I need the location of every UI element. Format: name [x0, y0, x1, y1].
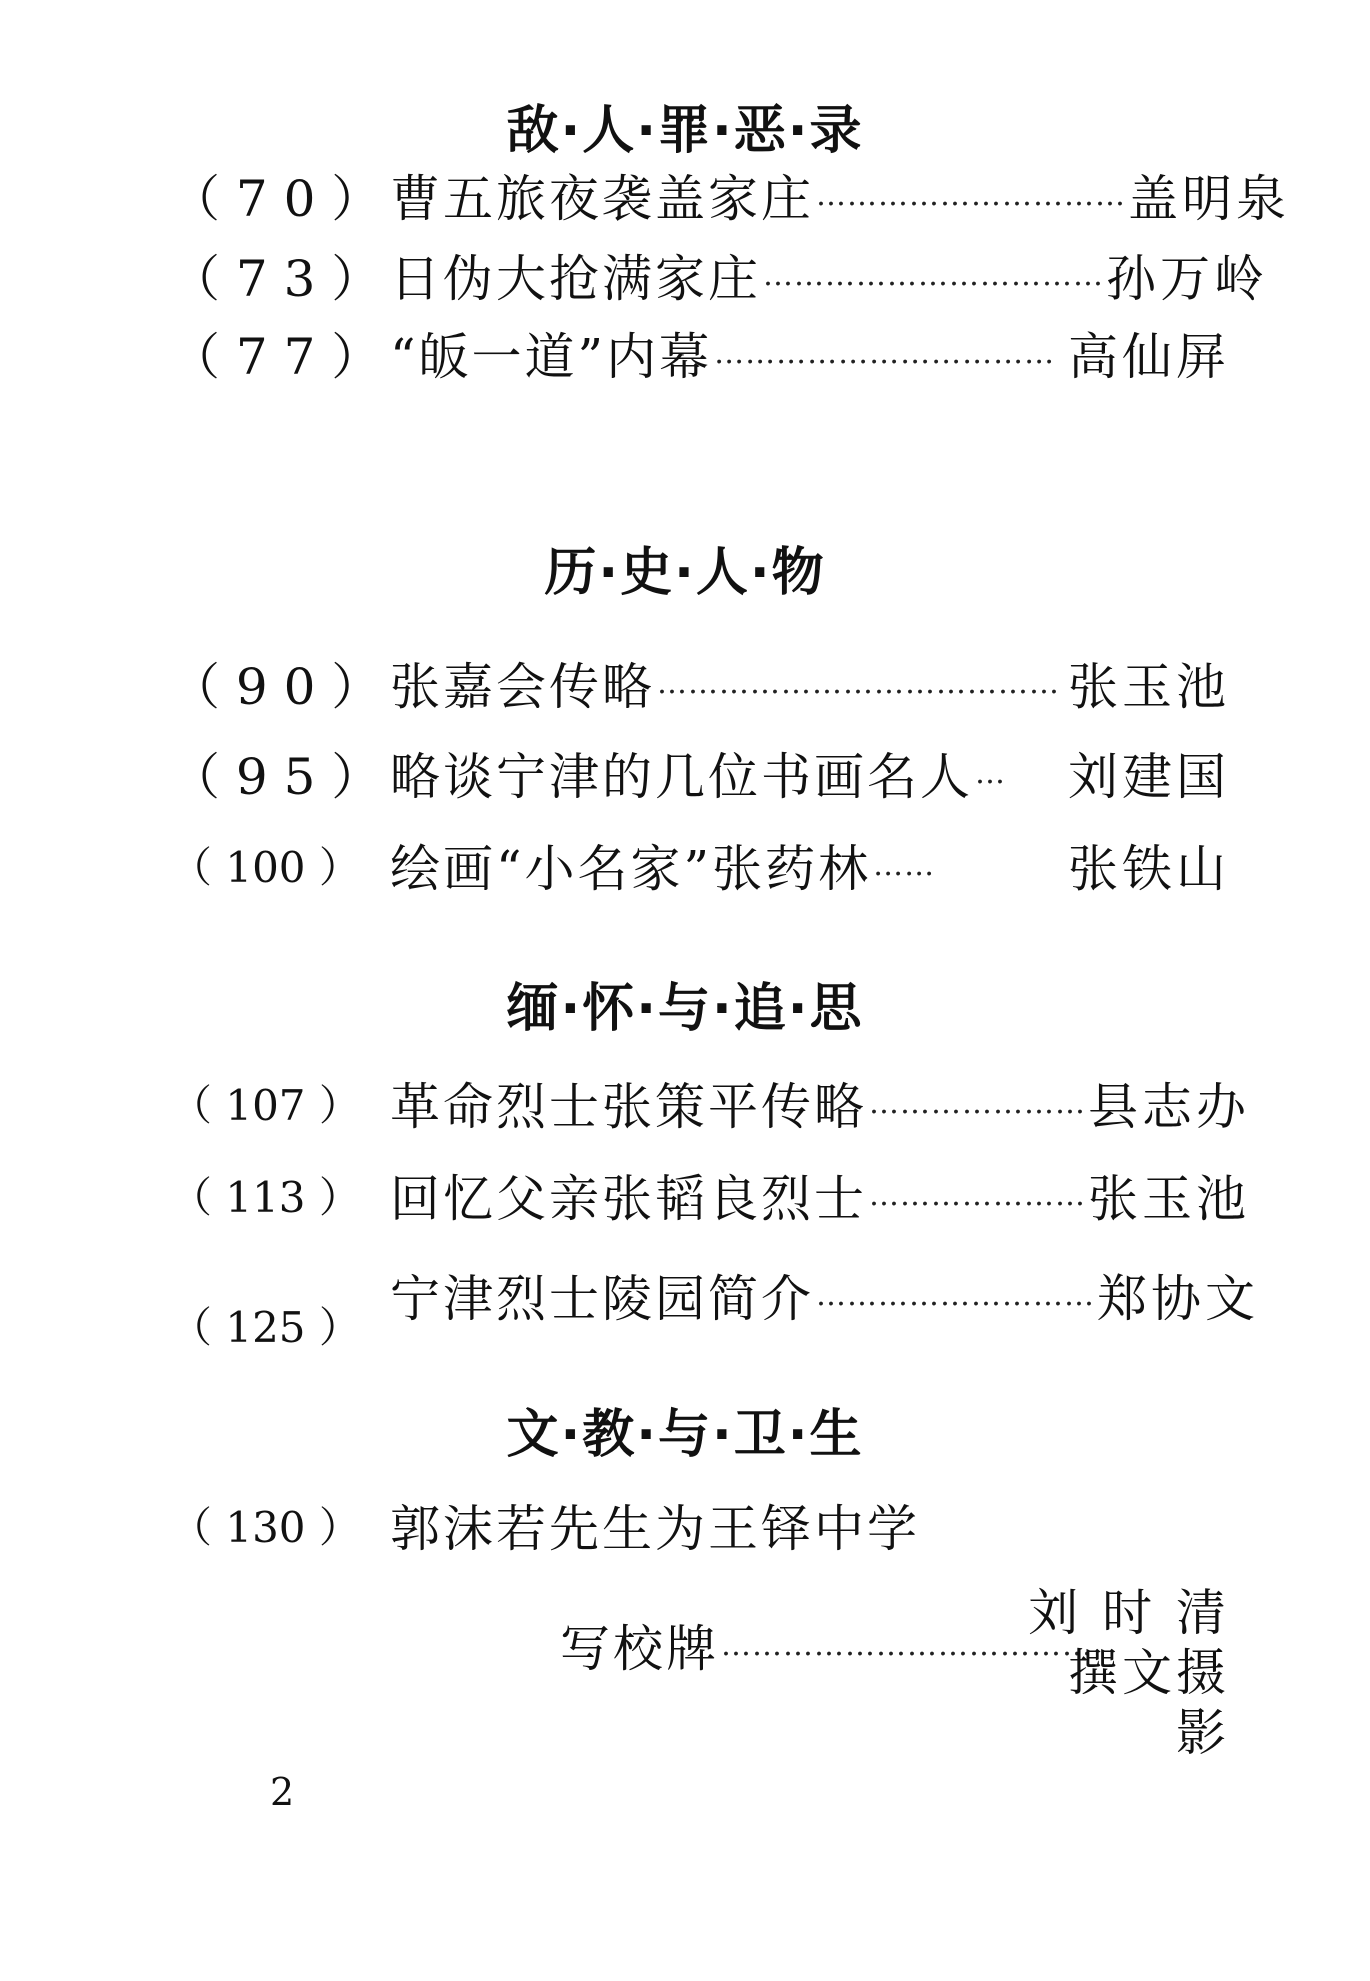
entry-title: 宁津烈士陵园简介 [390, 1270, 814, 1328]
toc-entry [170, 738, 1230, 808]
entry-title: 绘画“小名家”张药林 [390, 840, 872, 898]
entry-title: 革命烈士张策平传略 [390, 1078, 867, 1136]
entry-author: 县志办 [1088, 1078, 1250, 1136]
page-ref: （ 9 5 ） [170, 748, 382, 806]
toc-entry [170, 318, 1230, 388]
entry-author: 盖明泉 [1128, 170, 1290, 228]
entry-author: 刘建国 [1068, 748, 1230, 806]
entry-title: 曹五旅夜袭盖家庄 [390, 170, 814, 228]
entry-author: 张玉池 [1068, 658, 1230, 716]
page-ref: （ 7 0 ） [170, 170, 382, 228]
entry-author: 郑协文 [1097, 1270, 1259, 1328]
section-heading: 文·教·与·卫·生 [506, 1405, 864, 1465]
page-ref: （ 107 ） [170, 1081, 361, 1130]
leader-dots: ……………………………… [721, 1627, 1093, 1663]
entry-author-role: 撰文摄影 [1068, 1644, 1230, 1762]
page-ref: （ 113 ） [170, 1173, 361, 1222]
entry-title-continued: 写校牌 [560, 1620, 719, 1678]
section-heading: 敌·人·罪·恶·录 [506, 101, 864, 161]
toc-entry [170, 648, 1230, 718]
leader-dots: …………………………… [714, 335, 1056, 371]
entry-author: 高仙屏 [1068, 328, 1230, 386]
toc-entry [170, 1068, 1250, 1138]
entry-author: 张铁山 [1068, 840, 1230, 898]
section-heading: 缅·怀·与·追·思 [506, 979, 864, 1039]
leader-dots: …………………………… [763, 257, 1104, 293]
entry-title: 张嘉会传略 [390, 658, 655, 716]
entry-title: 回忆父亲张韬良烈士 [390, 1170, 867, 1228]
page-ref: （ 7 3 ） [170, 250, 382, 308]
page-ref: （ 7 7 ） [170, 328, 382, 386]
toc-entry [170, 1160, 1250, 1230]
leader-dots: …… [873, 847, 936, 883]
page-ref: （ 125 ） [170, 1303, 361, 1352]
entry-title: 日伪大抢满家庄 [390, 250, 761, 308]
toc-entry [170, 1490, 1230, 1560]
entry-author-stack [1015, 1583, 1230, 1763]
page-ref: （ 130 ） [170, 1503, 361, 1552]
leader-dots: … [975, 755, 1006, 791]
section-heading: 历·史·人·物 [544, 543, 826, 603]
page-number: 2 [270, 1770, 295, 1814]
entry-author: 孙万岭 [1106, 250, 1268, 308]
leader-dots: ………………… [869, 1085, 1086, 1121]
toc-entry [170, 830, 1230, 900]
toc-entry [170, 160, 1290, 230]
entry-author: 刘 时 清 [1028, 1584, 1230, 1642]
entry-title: 郭沫若先生为王铎中学 [390, 1500, 920, 1558]
toc-entry [170, 1260, 1259, 1352]
page-ref: （ 100 ） [170, 843, 361, 892]
leader-dots: ………………………… [816, 177, 1126, 213]
leader-dots: ………………… [869, 1177, 1086, 1213]
entry-title: “皈一道”内幕 [390, 328, 713, 386]
page-ref: （ 9 0 ） [170, 658, 382, 716]
entry-title: 略谈宁津的几位书画名人 [390, 748, 973, 806]
leader-dots: ………………………………… [657, 665, 1060, 701]
entry-author: 张玉池 [1088, 1170, 1250, 1228]
leader-dots: ……………………… [816, 1277, 1095, 1313]
toc-entry [170, 240, 1268, 310]
